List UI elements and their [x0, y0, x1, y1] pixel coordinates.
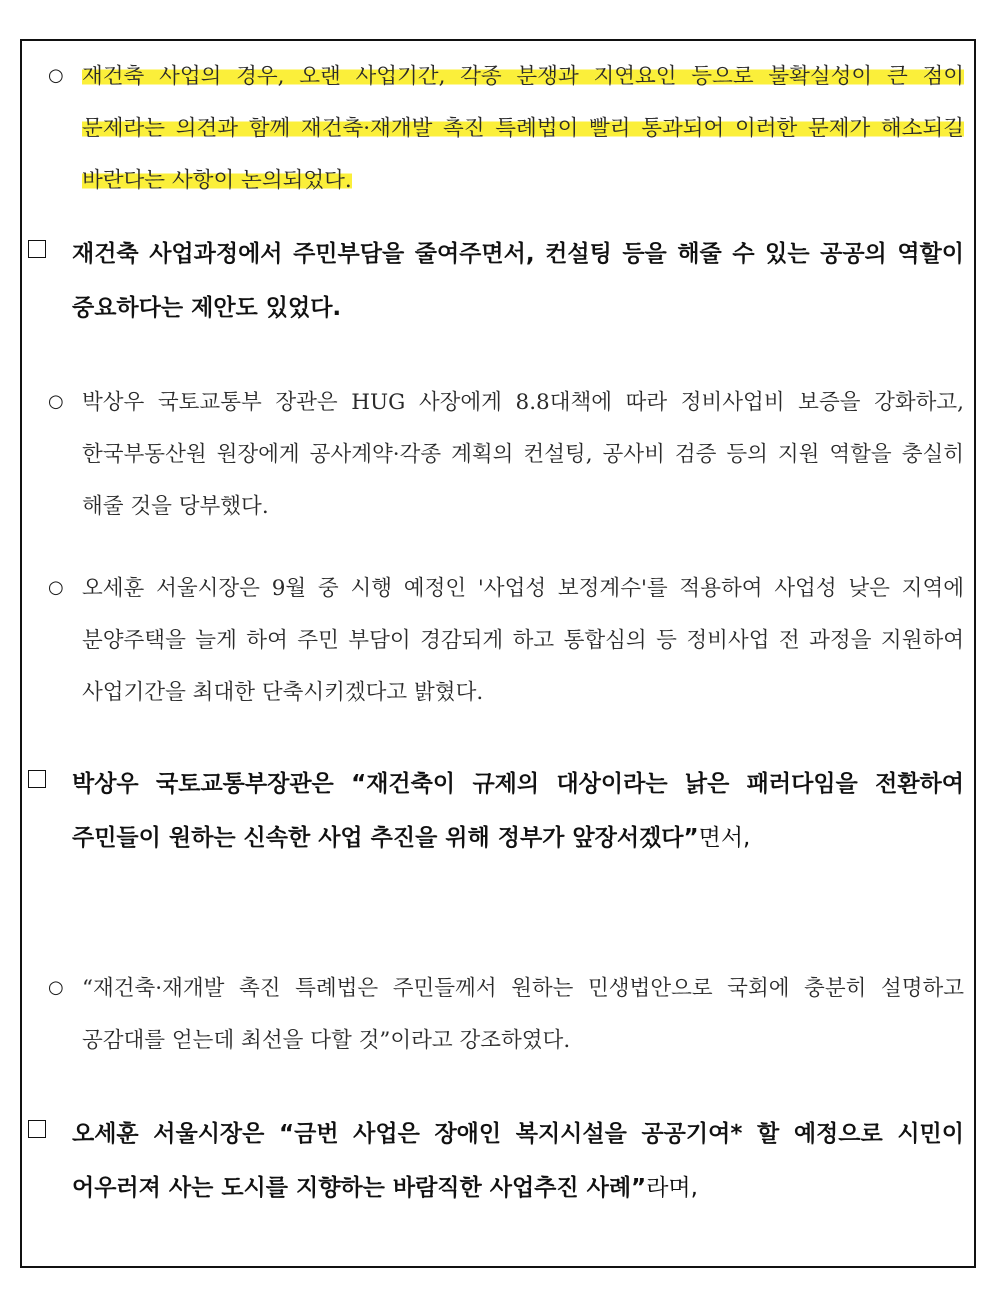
bullet-text: 박상우 국토교통부 장관은 HUG 사장에게 8.8대책에 따라 정비사업비 보증을 강화하고, 한국부동산원 원장에게 공사계약·각종 계획의 컨설팅, 공사비 검증 등의 지원 역할을 충실히 해줄 것을 당부했다. [82, 390, 964, 519]
section-text-bold: 오세훈 서울시장은 “금번 사업은 장애인 복지시설을 공공기여* 할 예정으로 시민이 어우러져 사는 도시를 지향하는 바람직한 사업추진 사례” [72, 1121, 964, 1201]
section-text-tail: 라며, [646, 1175, 698, 1201]
square-bullet-icon [28, 770, 46, 788]
bullet-item [22, 377, 974, 537]
bullet-text [82, 51, 964, 207]
section-item [22, 757, 974, 927]
bullet-item [22, 963, 974, 1073]
section-item [22, 227, 974, 337]
square-bullet-icon [28, 1120, 46, 1138]
document-frame [20, 39, 976, 1268]
highlighted-text: 재건축 사업의 경우, 오랜 사업기간, 각종 분쟁과 지연요인 등으로 불확실성이 큰 점이 문제라는 의견과 함께 재건축·재개발 촉진 특례법이 빨리 통과되어 이러한 문제가 해소되길 바란다는 사항이 논의되었다. [82, 64, 964, 193]
section-item [22, 1107, 974, 1269]
bullet-text: 오세훈 서울시장은 9월 중 시행 예정인 '사업성 보정계수'를 적용하여 사업성 낮은 지역에 분양주택을 늘게 하여 주민 부담이 경감되게 하고 통합심의 등 정비사업 전 과정을 지원하여 사업기간을 최대한 단축시키겠다고 밝혔다. [82, 576, 964, 705]
square-bullet-icon [28, 240, 46, 258]
section-text-tail: 면서, [698, 825, 751, 851]
section-text-bold: 박상우 국토교통부장관은 “재건축이 규제의 대상이라는 낡은 패러다임을 전환하여 주민들이 원하는 신속한 사업 추진을 위해 정부가 앞장서겠다” [72, 771, 964, 851]
circle-bullet-icon: ○ [48, 391, 64, 412]
section-text: 재건축 사업과정에서 주민부담을 줄여주면서, 컨설팅 등을 해줄 수 있는 공공의 역할이 중요하다는 제안도 있었다. [72, 241, 964, 321]
circle-bullet-icon: ○ [48, 977, 64, 998]
bullet-text: “재건축·재개발 촉진 특례법은 주민들께서 원하는 민생법안으로 국회에 충분히 설명하고 공감대를 얻는데 최선을 다할 것”이라고 강조하였다. [82, 976, 964, 1053]
bullet-item [22, 563, 974, 723]
section-text [72, 757, 964, 865]
bullet-item [22, 51, 974, 211]
circle-bullet-icon: ○ [48, 65, 64, 86]
circle-bullet-icon: ○ [48, 577, 64, 598]
section-text [72, 1107, 964, 1215]
